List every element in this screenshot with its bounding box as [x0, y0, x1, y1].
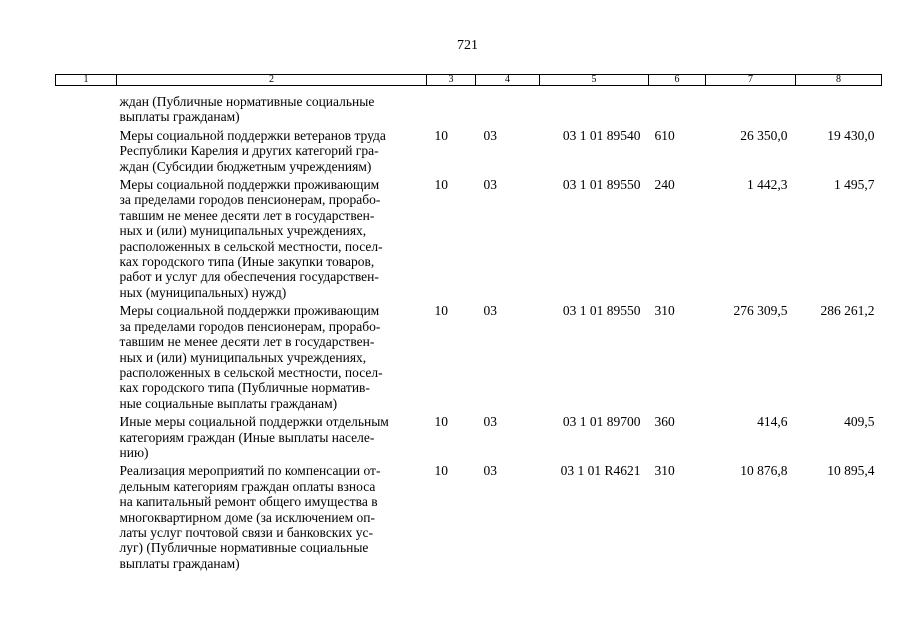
table-header [56, 75, 882, 86]
cell-expense-type: 610 [654, 127, 675, 143]
description-line: луг) (Публичные нормативные социальные [119, 540, 369, 556]
cell-subsection: 03 [483, 303, 497, 319]
cell-expense-type: 360 [654, 414, 675, 430]
cell-amount-2: 10 895,4 [827, 463, 875, 479]
description-line: Меры социальной поддержки проживающим [119, 177, 380, 193]
budget-table [55, 74, 882, 574]
cell-amount-2: 286 261,2 [820, 303, 875, 319]
table-row [56, 177, 882, 303]
cell-target-code: 03 1 01 89540 [562, 127, 641, 143]
description-line: категориям граждан (Иные выплаты населе- [119, 429, 375, 445]
description-line: расположенных в сельской местности, посел- [119, 238, 383, 254]
cell-amount-1: 276 309,5 [733, 303, 788, 319]
row-description [117, 128, 427, 177]
header-col-6: 6 [649, 75, 706, 86]
cell-subsection: 03 [483, 177, 497, 193]
cell-expense-type: 310 [654, 303, 675, 319]
cell-col-1 [56, 303, 117, 414]
row-description [117, 86, 427, 128]
table-row-continuation [56, 86, 882, 128]
description-line: выплаты гражданам) [119, 555, 240, 571]
description-line: тавшим не менее десяти лет в государствен- [119, 207, 375, 223]
cell-subsection: 03 [483, 127, 497, 143]
table-row [56, 303, 882, 414]
row-description [117, 414, 427, 463]
description-line: многоквартирном доме (за исключением оп- [119, 509, 375, 525]
cell-target-code: 03 1 01 89700 [562, 414, 641, 430]
cell-expense-type: 310 [654, 463, 675, 479]
page-number: 721 [457, 38, 478, 53]
cell-section: 10 [434, 127, 448, 143]
table-row [56, 128, 882, 177]
table-body [56, 86, 882, 575]
description-line: работ и услуг для обеспечения государствен- [119, 269, 379, 285]
cell-amount-1: 26 350,0 [740, 127, 788, 143]
table-row [56, 463, 882, 574]
header-col-5: 5 [540, 75, 649, 86]
cell-subsection: 03 [483, 463, 497, 479]
cell-col-1 [56, 463, 117, 574]
description-line: ных и (или) муниципальных учреждениях, [119, 349, 367, 365]
description-line: Меры социальной поддержки ветеранов труда [119, 127, 386, 143]
cell-section: 10 [434, 177, 448, 193]
cell-amount-1: 10 876,8 [740, 463, 788, 479]
row-description [117, 463, 427, 574]
cell-section: 10 [434, 303, 448, 319]
header-col-1: 1 [56, 75, 117, 86]
header-col-3: 3 [427, 75, 476, 86]
description-line: Меры социальной поддержки проживающим [119, 303, 380, 319]
description-line: расположенных в сельской местности, посел- [119, 364, 383, 380]
header-col-8: 8 [796, 75, 882, 86]
description-line: ждан (Субсидии бюджетным учреждениям) [119, 158, 372, 174]
cell-section: 10 [434, 414, 448, 430]
cell-amount-2: 19 430,0 [827, 127, 875, 143]
cell-amount-1: 1 442,3 [747, 177, 788, 193]
description-line: Иные меры социальной поддержки отдельным [119, 414, 389, 430]
cell-col-1 [56, 177, 117, 303]
description-line: ждан (Публичные нормативные социальные [119, 94, 375, 109]
description-line: за пределами городов пенсионерам, прорабо- [119, 192, 381, 208]
cell-target-code: 03 1 01 89550 [562, 303, 641, 319]
description-line: за пределами городов пенсионерам, прорабо- [119, 318, 381, 334]
cell-target-code: 03 1 01 89550 [562, 177, 641, 193]
description-line: Республики Карелия и других категорий гра- [119, 143, 379, 159]
description-line: ных (муниципальных) нужд) [119, 284, 287, 300]
cell-col-1 [56, 86, 117, 128]
cell-amount-1: 414,6 [757, 414, 788, 430]
header-col-2: 2 [117, 75, 427, 86]
description-line: ных и (или) муниципальных учреждениях, [119, 223, 367, 239]
description-line: Реализация мероприятий по компенсации от- [119, 463, 381, 479]
description-line: дельным категориям граждан оплаты взноса [119, 478, 376, 494]
description-line: латы услуг почтовой связи и банковских ус- [119, 524, 373, 540]
description-line: нию) [119, 444, 149, 460]
cell-expense-type: 240 [654, 177, 675, 193]
row-description [117, 303, 427, 414]
header-col-7: 7 [706, 75, 796, 86]
cell-amount-2: 1 495,7 [834, 177, 875, 193]
description-line: ках городского типа (Публичные норматив- [119, 380, 370, 396]
description-line: выплаты гражданам) [119, 109, 240, 125]
description-line: на капитальный ремонт общего имущества в [119, 494, 378, 510]
cell-section: 10 [434, 463, 448, 479]
header-col-4: 4 [476, 75, 540, 86]
table-row [56, 414, 882, 463]
description-line: ках городского типа (Иные закупки товаров, [119, 254, 375, 270]
cell-subsection: 03 [483, 414, 497, 430]
cell-col-1 [56, 128, 117, 177]
cell-col-1 [56, 414, 117, 463]
header-row [56, 75, 882, 86]
row-description [117, 177, 427, 303]
description-line: тавшим не менее десяти лет в государствен- [119, 334, 375, 350]
description-line: ные социальные выплаты гражданам) [119, 395, 338, 411]
cell-target-code: 03 1 01 R4621 [560, 463, 641, 479]
cell-amount-2: 409,5 [844, 414, 875, 430]
